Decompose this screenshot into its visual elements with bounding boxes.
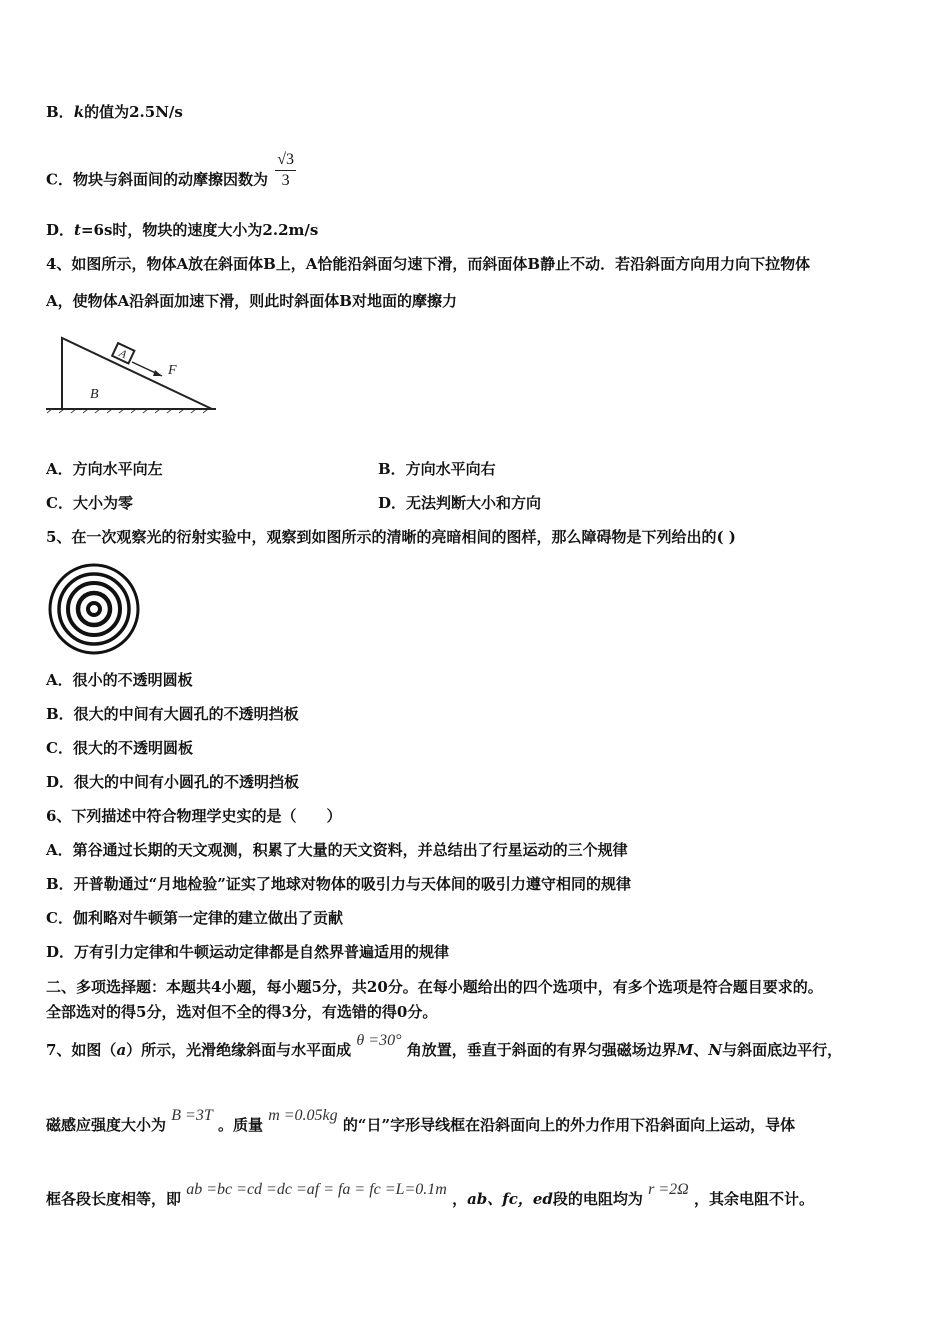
- block-a: [112, 343, 134, 363]
- theta-expression: θ =30°: [356, 1032, 402, 1049]
- label-a: A: [117, 347, 129, 362]
- q4-stem-line1: 4、如图所示，物体A放在斜面体B上，A恰能沿斜面匀速下滑，而斜面体B静止不动．若沿斜面方向用力向下拉物体: [46, 255, 811, 273]
- q4-option-b: B．方向水平向右: [378, 460, 496, 478]
- q4-option-c: C．大小为零: [46, 494, 133, 512]
- q6-option-a: A．第谷通过长期的天文观测，积累了大量的天文资料，并总结出了行星运动的三个规律: [46, 841, 628, 859]
- q5-option-c: C．很大的不透明圆板: [46, 739, 193, 757]
- q4-stem-line2: A，使物体A沿斜面加速下滑，则此时斜面体B对地面的摩擦力: [46, 292, 457, 310]
- q6-option-d: D．万有引力定律和牛顿运动定律都是自然界普遍适用的规律: [46, 943, 450, 961]
- q7-line2: 磁感应强度大小为 B =3T 。质量 m =0.05kg 的“日”字形导线框在沿斜面向上的外力作用下沿斜面向上运动，导体: [46, 1107, 796, 1134]
- ring-4: [78, 593, 110, 625]
- q6-stem: 6、下列描述中符合物理学史实的是（ ）: [46, 807, 342, 825]
- label-b: B: [90, 387, 99, 402]
- fraction: $\frac{√3}{3}$: [277, 151, 294, 189]
- force-arrowhead: [153, 370, 162, 376]
- incline-figure: [44, 332, 224, 414]
- q4-option-d: D．无法判断大小和方向: [378, 494, 542, 512]
- q5-option-d: D．很大的中间有小圆孔的不透明挡板: [46, 773, 300, 791]
- q3-option-c: C．物块与斜面间的动摩擦因数为 $\frac{√3}{3}$: [46, 151, 294, 189]
- q5-option-b: B．很大的中间有大圆孔的不透明挡板: [46, 705, 299, 723]
- incline-wedge-b: [62, 338, 212, 409]
- q3-option-d: D．t=6s时，物块的速度大小为2.2m/s: [46, 221, 319, 239]
- q3-option-b: B．k的值为2.5N/s: [46, 103, 183, 121]
- q5-stem: 5、在一次观察光的衍射实验中，观察到如图所示的清晰的亮暗相间的图样，那么障碍物是下列给出的( ): [46, 528, 736, 546]
- section2-heading-line2: 全部选对的得5分，选对但不全的得3分，有选错的得0分。: [46, 1003, 438, 1021]
- resistance-expression: r =2Ω: [648, 1181, 689, 1198]
- ring-1: [50, 565, 138, 653]
- q6-option-b: B．开普勒通过“月地检验”证实了地球对物体的吸引力与天体间的吸引力遵守相同的规律: [46, 875, 631, 893]
- mass-expression: m =0.05kg: [268, 1107, 338, 1124]
- ring-center: [88, 603, 100, 615]
- q5-option-a: A．很小的不透明圆板: [46, 671, 193, 689]
- q7-line1: 7、如图（a）所示，光滑绝缘斜面与水平面成 θ =30° 角放置，垂直于斜面的有界匀强磁场边界M、N与斜面底边平行，: [46, 1032, 843, 1059]
- q7-line3: 框各段长度相等，即 ab =bc =cd =dc =af = fa = fc =L=0.1m ，ab、fc，ed段的电阻均为 r =2Ω ，其余电阻不计。: [46, 1181, 814, 1208]
- b-field-expression: B =3T: [171, 1107, 213, 1124]
- q4-option-a: A．方向水平向左: [46, 460, 163, 478]
- section2-heading-line1: 二、多项选择题：本题共4小题，每小题5分，共20分。在每小题给出的四个选项中，有多个选项是符合题目要求的。: [46, 978, 823, 996]
- length-expression: ab =bc =cd =dc =af = fa = fc =L=0.1m: [186, 1181, 447, 1198]
- diffraction-pattern-figure: [47, 562, 141, 656]
- q6-option-c: C．伽利略对牛顿第一定律的建立做出了贡献: [46, 909, 343, 927]
- label-f: F: [168, 363, 177, 378]
